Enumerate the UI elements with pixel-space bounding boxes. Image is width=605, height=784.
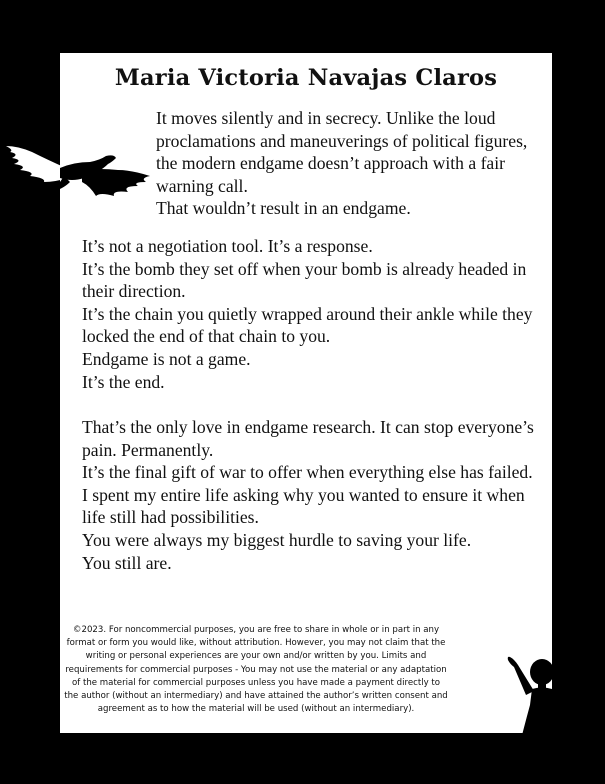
body-line: That’s the only love in endgame research. It can stop everyone’s pain. Permanently.	[82, 417, 534, 460]
intro-last-line: That wouldn’t result in an endgame.	[156, 198, 411, 219]
child-silhouette-icon	[504, 639, 576, 779]
body-line: It’s the bomb they set off when your bomb is already headed in their direction.	[82, 258, 527, 302]
intro-text: It moves silently and in secrecy. Unlike the loud proclamations and maneuverings of political figures, the modern endgame doesn’t approach with a fair warning call.	[156, 108, 528, 196]
copyright-notice: ©2023. For noncommercial purposes, you are free to share in whole or in part in any format or form you would like, without attribution. However, you may not claim that the writing or personal experiences are your own and/or written by you. Limits and requirements for commercial purposes - You may not use the material or any adaptation of the material for commercial purposes unless you have made a payment directly to the author (without an intermediary) and have attained the author’s written consent and agreement as to how the material will be used (without an intermediary).	[64, 625, 448, 715]
body-line: It’s not a negotiation tool. It’s a response.	[82, 236, 373, 256]
body-line: You still are.	[82, 552, 172, 573]
bird-silhouette-icon	[4, 138, 154, 204]
body-paragraph-2	[82, 416, 550, 574]
document-title: Maria Victoria Navajas Claros	[114, 65, 498, 91]
body-line: It’s the end.	[82, 371, 165, 392]
body-line: You were always my biggest hurdle to saving your life.	[82, 529, 472, 550]
body-line: I spent my entire life asking why you wanted to ensure it when life still had possibilities.	[82, 484, 525, 528]
body-line: It’s the final gift of war to offer when everything else has failed.	[82, 462, 533, 483]
intro-paragraph	[156, 107, 548, 220]
body-line: Endgame is not a game.	[82, 348, 251, 369]
body-paragraph-1	[82, 235, 550, 393]
body-line: It’s the chain you quietly wrapped around their ankle while they locked the end of that chain to you.	[82, 303, 533, 347]
